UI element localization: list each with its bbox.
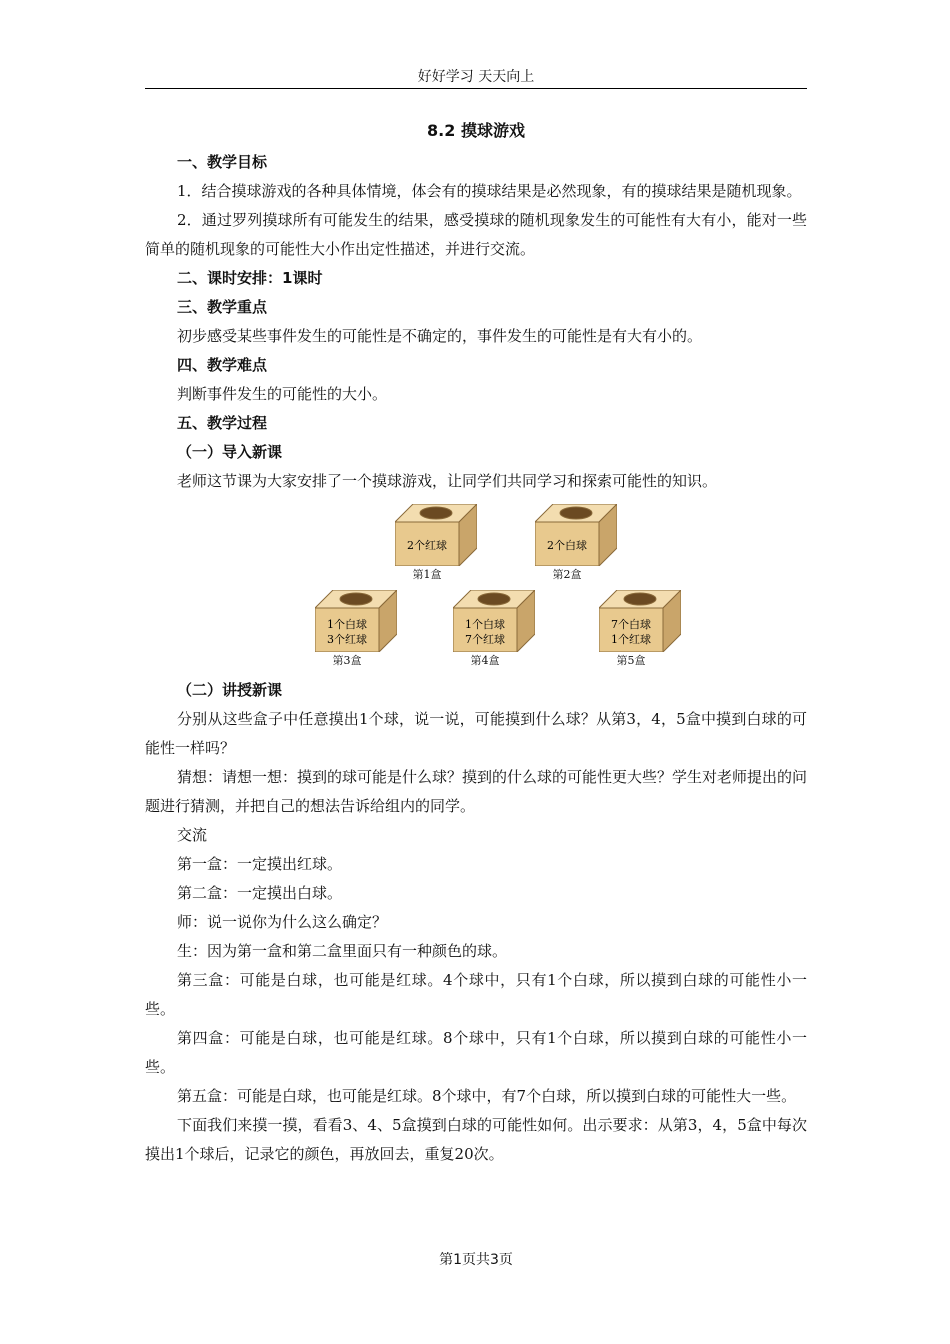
paragraph-3: 交流 xyxy=(177,826,208,844)
paragraph-7: 生：因为第一盒和第二盒里面只有一种颜色的球。 xyxy=(177,942,508,960)
paragraph-4: 第一盒：一定摸出红球。 xyxy=(177,855,343,873)
box-1-caption: 第1盒 xyxy=(412,568,442,581)
header-rule xyxy=(145,88,807,89)
box-1-shape xyxy=(395,504,477,566)
box-2-label-line1: 2个白球 xyxy=(547,539,587,552)
box-4-caption: 第4盒 xyxy=(470,654,500,667)
box-5-label-line1: 7个白球 xyxy=(611,618,651,631)
paragraph-8: 第三盒：可能是白球，也可能是红球。4个球中，只有1个白球，所以摸到白球的可能性小一些。 xyxy=(145,971,807,1018)
page-header: 好好学习 天天向上 xyxy=(417,69,535,85)
goal-2: 2．通过罗列摸球所有可能发生的结果，感受摸球的随机现象发生的可能性有大有小，能对一些简单的随机现象的可能性大小作出定性描述，并进行交流。 xyxy=(145,211,807,258)
paragraph-10: 第五盒：可能是白球，也可能是红球。8个球中，有7个白球，所以摸到白球的可能性大一些。 xyxy=(177,1087,797,1105)
box-5 xyxy=(599,590,681,667)
section-heading-key: 三、教学重点 xyxy=(177,298,268,316)
box-1 xyxy=(395,504,477,581)
section-heading-difficulty: 四、教学难点 xyxy=(177,356,268,374)
section-heading-process: 五、教学过程 xyxy=(177,414,268,432)
subsection-heading-teach: （二）讲授新课 xyxy=(177,681,283,699)
paragraph-9: 第四盒：可能是白球，也可能是红球。8个球中，只有1个白球，所以摸到白球的可能性小一些。 xyxy=(145,1029,807,1076)
box-3-label-line1: 1个白球 xyxy=(327,618,367,631)
difficulty-text: 判断事件发生的可能性的大小。 xyxy=(177,385,388,403)
box-1-label-line1: 2个红球 xyxy=(407,539,447,552)
box-3-caption: 第3盒 xyxy=(332,654,362,667)
paragraph-2: 猜想：请想一想：摸到的球可能是什么球？摸到的什么球的可能性更大些？学生对老师提出的问题进行猜测，并把自己的想法告诉给组内的同学。 xyxy=(145,768,808,815)
section-heading-schedule: 二、课时安排：1课时 xyxy=(177,269,323,287)
box-3-label-line2: 3个红球 xyxy=(327,633,367,646)
key-text: 初步感受某些事件发生的可能性是不确定的，事件发生的可能性是有大有小的。 xyxy=(177,327,703,345)
box-4-label-line1: 1个白球 xyxy=(465,618,505,631)
goal-1: 1．结合摸球游戏的各种具体情境，体会有的摸球结果是必然现象，有的摸球结果是随机现象。 xyxy=(177,182,802,200)
subsection-heading-intro: （一）导入新课 xyxy=(177,443,283,461)
section-heading-goals: 一、教学目标 xyxy=(177,153,268,171)
paragraph-1: 分别从这些盒子中任意摸出1个球，说一说，可能摸到什么球？从第3，4，5盒中摸到白球的可能性一样吗？ xyxy=(145,710,807,757)
box-3-shape xyxy=(315,590,397,652)
box-2-caption: 第2盒 xyxy=(552,568,582,581)
paragraph-5: 第二盒：一定摸出白球。 xyxy=(177,884,343,902)
paragraph-11: 下面我们来摸一摸，看看3、4、5盒摸到白球的可能性如何。出示要求：从第3，4，5盒中每次摸出1个球后，记录它的颜色，再放回去，重复20次。 xyxy=(145,1116,807,1163)
box-3 xyxy=(315,590,397,667)
box-2-shape xyxy=(535,504,617,566)
box-4 xyxy=(453,590,535,667)
box-4-shape xyxy=(453,590,535,652)
paragraph-6: 师：说一说你为什么这么确定？ xyxy=(177,913,388,931)
ball-boxes-figure xyxy=(145,504,807,674)
page-footer: 第1页共3页 xyxy=(439,1252,513,1268)
box-5-caption: 第5盒 xyxy=(616,654,646,667)
page-title: 8.2 摸球游戏 xyxy=(427,121,525,140)
document-body xyxy=(145,148,807,1169)
box-2 xyxy=(535,504,617,581)
box-4-label-line2: 7个红球 xyxy=(465,633,505,646)
box-5-shape xyxy=(599,590,681,652)
intro-text: 老师这节课为大家安排了一个摸球游戏，让同学们共同学习和探索可能性的知识。 xyxy=(177,472,718,490)
box-5-label-line2: 1个红球 xyxy=(611,633,651,646)
